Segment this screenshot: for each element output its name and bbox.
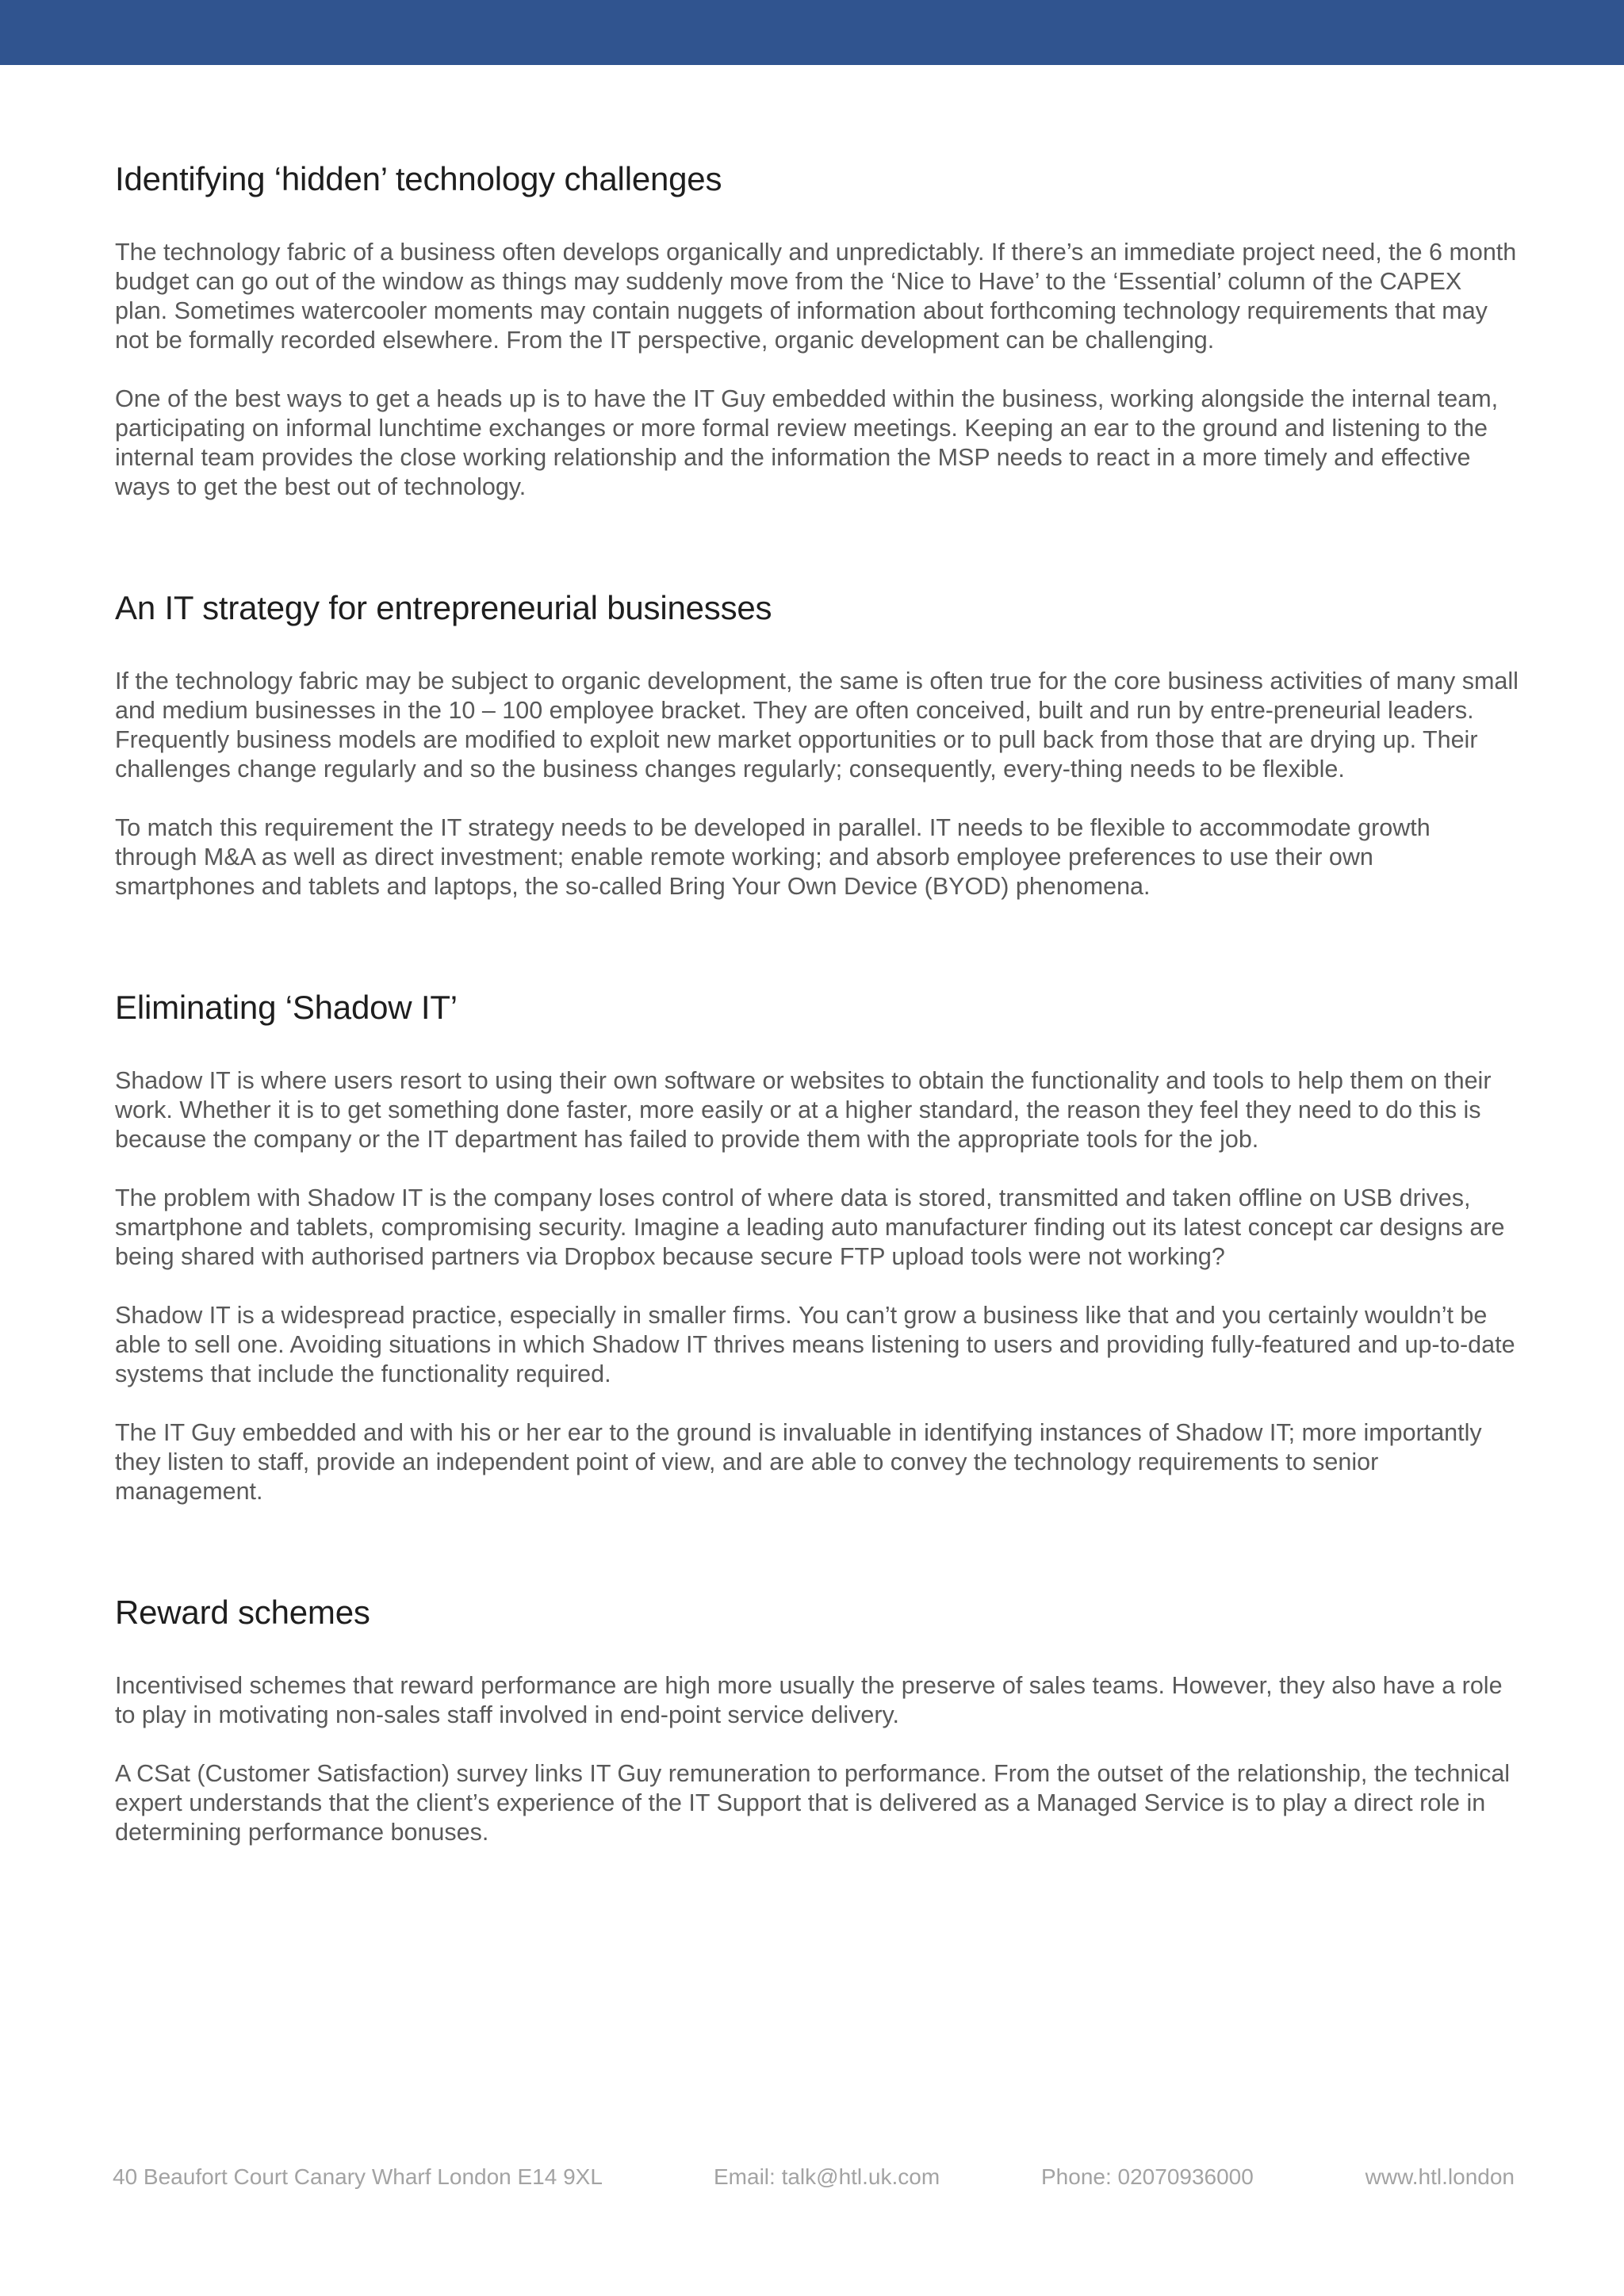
paragraph: To match this requirement the IT strategy needs to be developed in parallel. IT needs to be flexible to accommodate growth through M&A as well as direct investment; enable remote working; and absorb employee preferences to use their own smartphones and tablets and laptops, the so-called Bring Your Own Device (BYOD) phenomena.	[115, 814, 1431, 900]
section-it-strategy	[115, 584, 1519, 901]
footer-website[interactable]: www.htl.london	[1365, 2164, 1515, 2189]
footer-phone: Phone: 02070936000	[1041, 2164, 1254, 2189]
header-bar	[0, 0, 1624, 65]
paragraph: The IT Guy embedded and with his or her ear to the ground is invaluable in identifying instances of Shadow IT; more importantly they listen to staff, provide an independent point of view, and are able to convey the technology requirements to senior management.	[115, 1419, 1482, 1505]
footer-address: 40 Beaufort Court Canary Wharf London E14 9XL	[113, 2164, 603, 2189]
paragraph: Shadow IT is where users resort to using their own software or websites to obtain the functionality and tools to help them on their work. Whether it is to get something done faster, more easily or at a higher standard, the reason they feel they need to do this is because the company or the IT department has failed to provide them with the appropriate tools for the job.	[115, 1067, 1492, 1153]
paragraph: If the technology fabric may be subject to organic development, the same is often true for the core business activities of many small and medium businesses in the 10 – 100 employee bracket. They are often conceived, built and run by entre-preneurial leaders. Frequently business models are modified to exploit new market opportunities or to pull back from those that are drying up. Their challenges change regularly and so the business changes regularly; consequently, every-thing needs to be flexible.	[115, 668, 1519, 783]
section-shadow-it	[115, 984, 1519, 1506]
footer-email[interactable]: Email: talk@htl.uk.com	[714, 2164, 940, 2189]
section-hidden-technology-challenges	[115, 155, 1519, 502]
paragraph: The problem with Shadow IT is the company loses control of where data is stored, transmitted and taken offline on USB drives, smartphone and tablets, compromising security. Imagine a leading auto manufacturer finding out its latest concept car designs are being shared with authorised partners via Dropbox because secure FTP upload tools were not working?	[115, 1184, 1505, 1270]
paragraph: A CSat (Customer Satisfaction) survey links IT Guy remuneration to performance. From the outset of the relationship, the technical expert understands that the client’s experience of the IT Support that is delivered as a Managed Service is to play a direct role in determining performance bonuses.	[115, 1760, 1511, 1846]
section-heading: An IT strategy for entrepreneurial businesses	[115, 589, 772, 626]
section-heading: Identifying ‘hidden’ technology challenges	[115, 160, 722, 197]
section-heading: Eliminating ‘Shadow IT’	[115, 989, 458, 1026]
paragraph: One of the best ways to get a heads up is to have the IT Guy embedded within the business, working alongside the internal team, participating on informal lunchtime exchanges or more formal review meetings. Keeping an ear to the ground and listening to the internal team provides the close working relationship and the information the MSP needs to react in a more timely and effective ways to get the best out of technology.	[115, 385, 1499, 500]
paragraph: Shadow IT is a widespread practice, especially in smaller firms. You can’t grow a business like that and you certainly wouldn’t be able to sell one. Avoiding situations in which Shadow IT thrives means listening to users and providing fully-featured and up-to-date systems that include the functionality required.	[115, 1302, 1515, 1387]
paragraph: The technology fabric of a business often develops organically and unpredictably. If there’s an immediate project need, the 6 month budget can go out of the window as things may suddenly move from the ‘Nice to Have’ to the ‘Essential’ column of the CAPEX plan. Sometimes watercooler moments may contain nuggets of information about forthcoming technology requirements that may not be formally recorded elsewhere. From the IT perspective, organic development can be challenging.	[115, 239, 1517, 354]
footer	[113, 2161, 1515, 2193]
paragraph: Incentivised schemes that reward performance are high more usually the preserve of sales teams. However, they also have a role to play in motivating non-sales staff involved in end-point service delivery.	[115, 1672, 1503, 1728]
section-reward-schemes	[115, 1589, 1519, 1847]
document-body	[115, 155, 1519, 1930]
section-heading: Reward schemes	[115, 1594, 370, 1631]
